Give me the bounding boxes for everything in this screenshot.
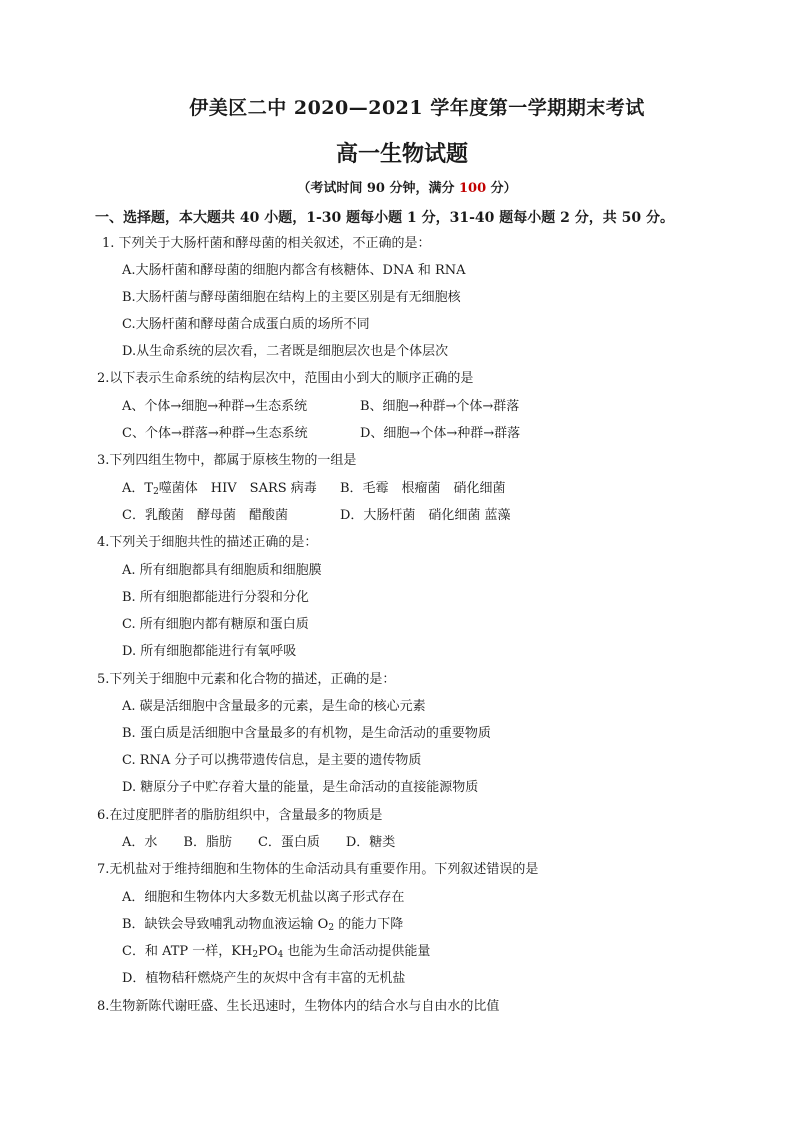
question-option: D. 所有细胞都能进行有氧呼吸 — [122, 644, 297, 659]
option-a-head: A．T — [122, 481, 154, 496]
question-option: A．细胞和生物体内大多数无机盐以离子形式存在 — [122, 890, 405, 905]
option-a-rest: 噬菌体 HIV SARS 病毒 — [158, 481, 317, 496]
question-option: D.从生命系统的层次看，二者既是细胞层次也是个体层次 — [122, 344, 449, 359]
question-option: C. 所有细胞内都有糖原和蛋白质 — [122, 617, 309, 632]
question-option: D．大肠杆菌 硝化细菌 蓝藻 — [340, 508, 511, 523]
option-c-head: C．和 ATP 一样，KH — [122, 944, 253, 959]
exam-note-score: 100 — [459, 181, 487, 196]
option-b-rest: 的能力下降 — [334, 917, 404, 932]
question-stem: 7.无机盐对于维持细胞和生物体的生命活动具有重要作用。下列叙述错误的是 — [97, 862, 539, 877]
question-option: A. 碳是活细胞中含量最多的元素，是生命的核心元素 — [122, 699, 426, 714]
option-b-head: B．缺铁会导致哺乳动物血液运输 O — [122, 917, 329, 932]
option-c-mid: PO — [258, 944, 278, 959]
question-option: B. 蛋白质是活细胞中含量最多的有机物，是生命活动的重要物质 — [122, 726, 491, 741]
question-option: D. 糖原分子中贮存着大量的能量，是生命活动的直接能源物质 — [122, 780, 479, 795]
question-option — [122, 915, 403, 938]
question-option: C. RNA 分子可以携带遗传信息，是主要的遗传物质 — [122, 753, 422, 768]
question-option: B. 所有细胞都能进行分裂和分化 — [122, 590, 309, 605]
question-stem: 5.下列关于细胞中元素和化合物的描述，正确的是： — [97, 672, 396, 687]
question-option: D．植物秸秆燃烧产生的灰烬中含有丰富的无机盐 — [122, 971, 406, 986]
question-stem: 3.下列四组生物中，都属于原核生物的一组是 — [97, 453, 357, 468]
question-stem: 2.以下表示生命系统的结构层次中，范围由小到大的顺序正确的是 — [97, 371, 474, 386]
section-heading: 一、选择题，本大题共 40 小题，1-30 题每小题 1 分，31-40 题每小题 2 分，共 50 分。 — [95, 210, 674, 226]
option-c-rest: 也能为生命活动提供能量 — [283, 944, 431, 959]
option-b-subscript: 2 — [328, 923, 335, 933]
question-stem: 8.生物新陈代谢旺盛、生长迅速时，生物体内的结合水与自由水的比值 — [97, 999, 500, 1014]
question-option: B.大肠杆菌与酵母菌细胞在结构上的主要区别是有无细胞核 — [122, 290, 461, 305]
question-stem: 1. 下列关于大肠杆菌和酵母菌的相关叙述，不正确的是： — [102, 236, 431, 251]
option-c-subscript-2: 4 — [277, 950, 284, 960]
question-option: C.大肠杆菌和酵母菌合成蛋白质的场所不同 — [122, 317, 370, 332]
exam-note-suffix: 分） — [486, 181, 517, 196]
question-stem: 4.下列关于细胞共性的描述正确的是： — [97, 535, 318, 550]
question-option: C．乳酸菌 酵母菌 醋酸菌 — [122, 508, 288, 523]
question-stem: 6.在过度肥胖者的脂肪组织中，含量最多的物质是 — [97, 808, 383, 823]
question-option: C、个体→群落→种群→生态系统 — [122, 426, 308, 441]
question-option: B．毛霉 根瘤菌 硝化细菌 — [340, 481, 506, 496]
option-c-subscript-1: 2 — [252, 950, 259, 960]
exam-note — [0, 179, 794, 199]
exam-note-prefix: （考试时间 90 分钟，满分 — [297, 181, 459, 196]
question-options-line: A．水 B．脂肪 C．蛋白质 D．糖类 — [122, 835, 396, 850]
question-option — [122, 942, 430, 965]
option-a-subscript: 2 — [153, 487, 159, 497]
question-option: B、细胞→种群→个体→群落 — [360, 399, 520, 414]
question-option — [122, 479, 317, 502]
question-option: A.大肠杆菌和酵母菌的细胞内都含有核糖体、DNA 和 RNA — [122, 263, 466, 278]
question-option: A. 所有细胞都具有细胞质和细胞膜 — [122, 563, 322, 578]
question-option: A、个体→细胞→种群→生态系统 — [122, 399, 308, 414]
exam-title: 伊美区二中 2020—2021 学年度第一学期期末考试 — [189, 97, 645, 119]
question-option: D、细胞→个体→种群→群落 — [360, 426, 521, 441]
exam-subject: 高一生物试题 — [335, 141, 468, 167]
